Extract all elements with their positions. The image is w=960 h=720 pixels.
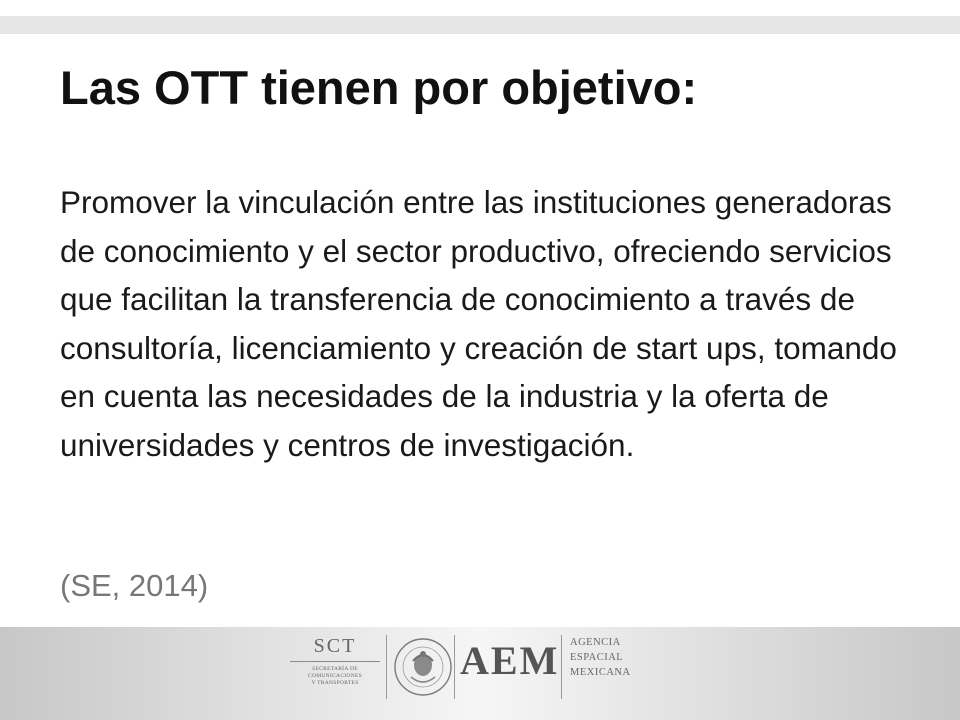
mexico-seal-icon	[393, 635, 453, 699]
sct-line-2: COMUNICACIONES	[307, 673, 362, 679]
logo-separator	[386, 635, 387, 699]
sct-divider	[290, 661, 380, 662]
sct-logo	[290, 635, 380, 687]
footer-logo-band	[0, 627, 960, 720]
slide-title: Las OTT tienen por objetivo:	[60, 61, 698, 114]
aem-line-1: AGENCIA	[570, 637, 621, 648]
slide-body-text: Promover la vinculación entre las instituciones generadoras de conocimiento y el sector productivo, ofreciendo servicios que facilitan la transferencia de conocimiento a través de consultoría, licenciamiento y creación de start ups, tomando en cuenta las necesidades de la industria y la oferta de universidades y centros de investigación.	[60, 184, 897, 463]
sct-line-3: Y TRANSPORTES	[311, 680, 359, 686]
top-accent-bar	[0, 16, 960, 34]
sct-acronym: SCT	[313, 635, 357, 657]
slide-citation: (SE, 2014)	[60, 568, 209, 603]
aem-line-3: MEXICANA	[570, 667, 631, 678]
aem-line-2: ESPACIAL	[570, 652, 624, 663]
aem-full-name	[570, 635, 631, 680]
logo-separator	[561, 635, 562, 699]
sct-line-1: SECRETARÍA DE	[312, 666, 358, 672]
aem-acronym: AEM	[460, 638, 560, 683]
logo-separator	[454, 635, 455, 699]
